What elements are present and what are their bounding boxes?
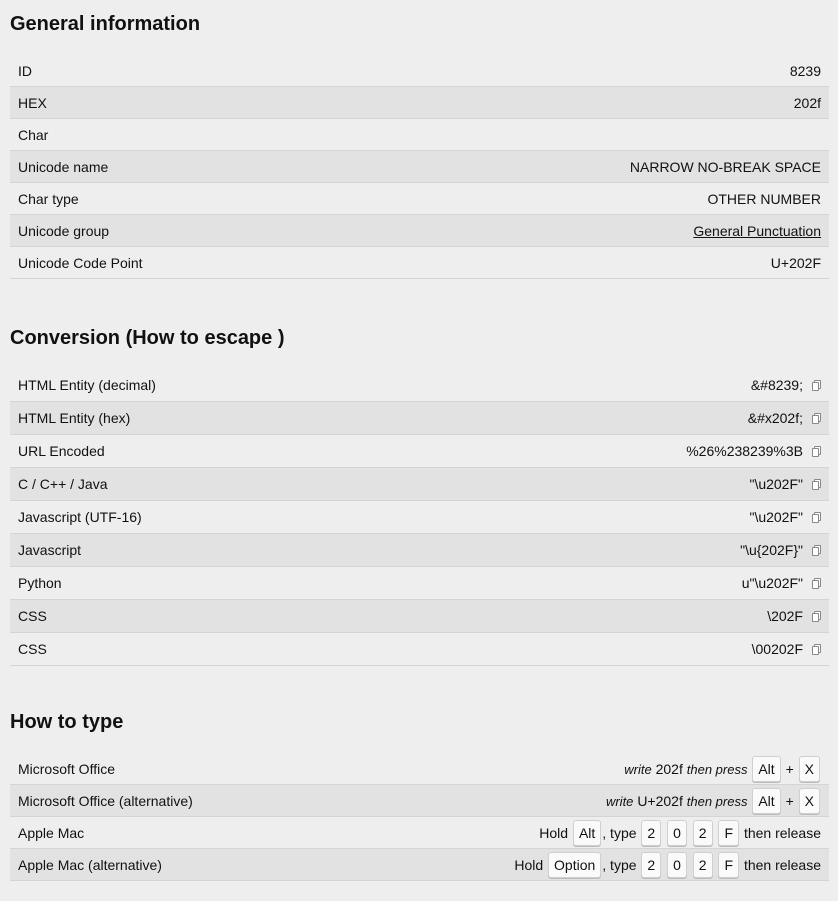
- table-row: [10, 87, 829, 119]
- section-title-general: General information: [10, 13, 201, 35]
- row-label: Apple Mac (alternative): [10, 849, 314, 881]
- row-value: OTHER NUMBER: [341, 183, 829, 215]
- unicode-group-link[interactable]: General Punctuation: [693, 222, 821, 239]
- conversion-table: [10, 369, 829, 666]
- copy-icon[interactable]: [812, 413, 821, 424]
- type-text: , type: [602, 824, 637, 841]
- row-value: "\u{202F}": [740, 542, 803, 558]
- key-digit: 0: [667, 820, 687, 846]
- row-value: NARROW NO-BREAK SPACE: [341, 151, 829, 183]
- table-row: [10, 468, 829, 501]
- row-label: Javascript: [10, 534, 424, 567]
- write-text: write: [605, 793, 634, 809]
- table-row: [10, 369, 829, 402]
- key-modifier: Alt: [573, 820, 601, 846]
- key-digit: F: [718, 852, 739, 878]
- row-value: u"\u202F": [741, 575, 803, 591]
- table-row: [10, 600, 829, 633]
- copy-icon[interactable]: [812, 644, 821, 655]
- how-to-type-table: [10, 753, 829, 881]
- table-row: [10, 817, 829, 849]
- key-digit: F: [718, 820, 739, 846]
- row-label: Unicode Code Point: [10, 247, 341, 279]
- row-value: &#x202f;: [747, 410, 803, 426]
- table-row: [10, 183, 829, 215]
- row-value: [314, 753, 829, 785]
- row-label: CSS: [10, 600, 424, 633]
- key-digit: 2: [693, 820, 713, 846]
- table-row: [10, 633, 829, 666]
- row-label: CSS: [10, 633, 424, 666]
- then-press-text: then press: [686, 761, 748, 777]
- row-label: Javascript (UTF-16): [10, 501, 424, 534]
- key-alt: Alt: [752, 756, 780, 782]
- table-row: [10, 151, 829, 183]
- row-label: HEX: [10, 87, 341, 119]
- table-row: [10, 55, 829, 87]
- key-digit: 2: [641, 852, 661, 878]
- row-label: Microsoft Office: [10, 753, 314, 785]
- row-label: Unicode group: [10, 215, 341, 247]
- row-label: URL Encoded: [10, 435, 424, 468]
- row-value: "\u202F": [749, 509, 803, 525]
- table-row: [10, 534, 829, 567]
- row-value: "\u202F": [749, 476, 803, 492]
- row-label: ID: [10, 55, 341, 87]
- key-alt: Alt: [752, 788, 780, 814]
- table-row: [10, 753, 829, 785]
- row-value: [314, 785, 829, 817]
- row-value: [341, 119, 829, 151]
- row-label: Unicode name: [10, 151, 341, 183]
- table-row: [10, 567, 829, 600]
- copy-icon[interactable]: [812, 578, 821, 589]
- copy-icon[interactable]: [812, 611, 821, 622]
- plus-sign: +: [785, 792, 794, 809]
- table-row: [10, 849, 829, 881]
- key-digit: 2: [693, 852, 713, 878]
- row-value: 8239: [341, 55, 829, 87]
- copy-icon[interactable]: [812, 446, 821, 457]
- row-label: HTML Entity (decimal): [10, 369, 424, 402]
- key-digit: 0: [667, 852, 687, 878]
- code-text: 202f: [655, 760, 683, 777]
- row-label: Char type: [10, 183, 341, 215]
- copy-icon[interactable]: [812, 512, 821, 523]
- row-label: Microsoft Office (alternative): [10, 785, 314, 817]
- code-text: U+202f: [637, 792, 683, 809]
- key-modifier: Option: [548, 852, 601, 878]
- write-text: write: [624, 761, 652, 777]
- section-title-conversion: Conversion (How to escape ): [10, 327, 285, 349]
- release-text: then release: [743, 856, 821, 873]
- plus-sign: +: [785, 760, 794, 777]
- type-text: , type: [602, 856, 637, 873]
- copy-icon[interactable]: [812, 479, 821, 490]
- row-label: Python: [10, 567, 424, 600]
- release-text: then release: [743, 824, 821, 841]
- table-row: [10, 119, 829, 151]
- section-title-how-to-type: How to type: [10, 711, 124, 733]
- key-x: X: [799, 756, 820, 782]
- then-press-text: then press: [686, 793, 748, 809]
- copy-icon[interactable]: [812, 380, 821, 391]
- row-value: \202F: [767, 608, 803, 624]
- table-row: [10, 215, 829, 247]
- key-x: X: [799, 788, 820, 814]
- table-row: [10, 501, 829, 534]
- hold-text: Hold: [514, 856, 544, 873]
- table-row: [10, 435, 829, 468]
- row-value: [314, 849, 829, 881]
- row-value: 202f: [341, 87, 829, 119]
- row-label: Char: [10, 119, 341, 151]
- row-value: [314, 817, 829, 849]
- row-label: HTML Entity (hex): [10, 402, 424, 435]
- row-value: U+202F: [341, 247, 829, 279]
- key-digit: 2: [641, 820, 661, 846]
- general-info-table: [10, 55, 829, 279]
- table-row: [10, 247, 829, 279]
- row-label: Apple Mac: [10, 817, 314, 849]
- row-value: &#8239;: [750, 377, 803, 393]
- table-row: [10, 785, 829, 817]
- copy-icon[interactable]: [812, 545, 821, 556]
- table-row: [10, 402, 829, 435]
- row-value: \00202F: [751, 641, 803, 657]
- row-value: %26%238239%3B: [686, 443, 803, 459]
- hold-text: Hold: [539, 824, 569, 841]
- row-label: C / C++ / Java: [10, 468, 424, 501]
